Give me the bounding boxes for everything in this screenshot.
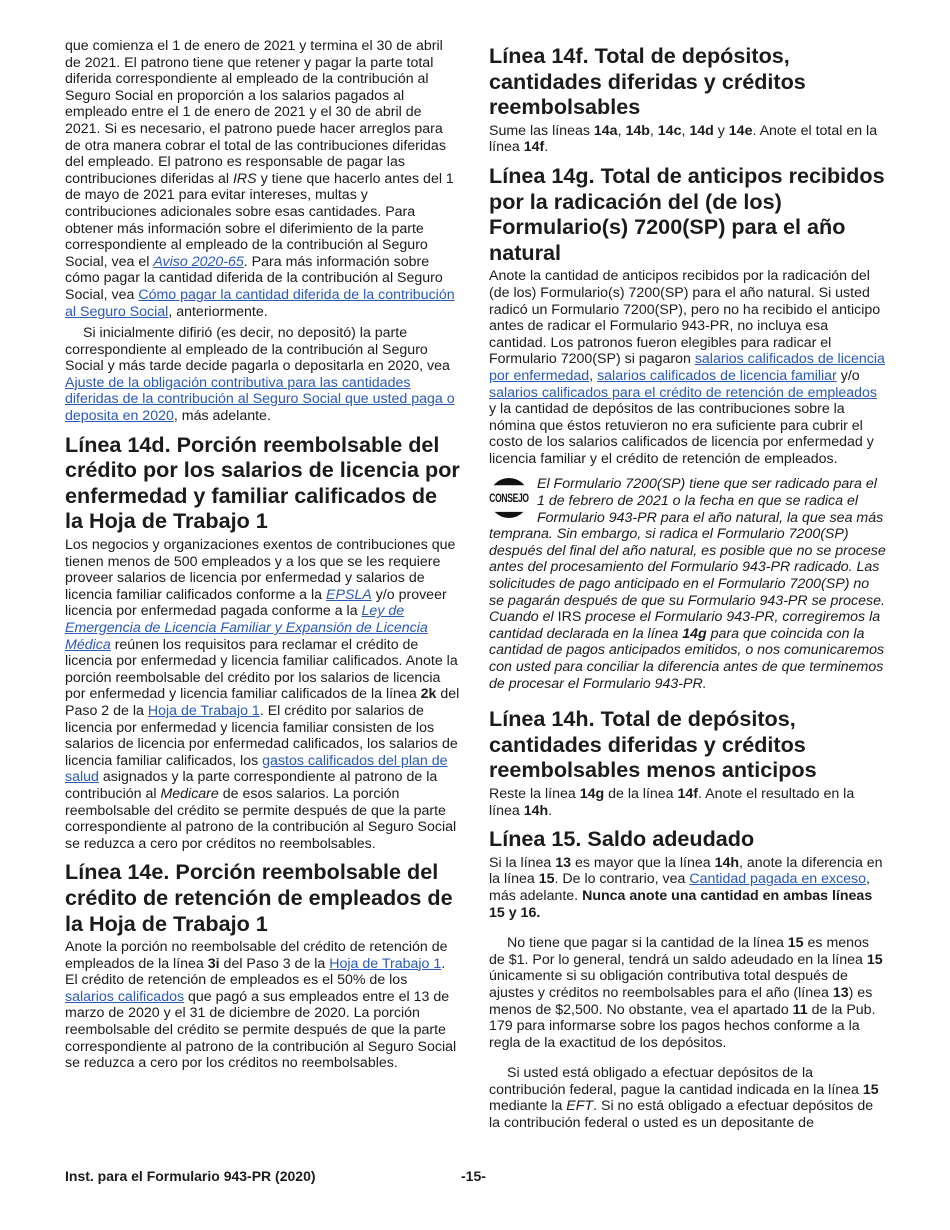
paragraph-line-14h: Reste la línea 14g de la línea 14f. Anote el resultado en la línea 14h. bbox=[489, 785, 855, 819]
right-column bbox=[489, 38, 886, 1132]
page-number: -15- bbox=[461, 1168, 486, 1184]
link-salarios-credito-retencion[interactable]: salarios calificados para el crédito de retención de empleados bbox=[489, 384, 878, 401]
link-hoja-de-trabajo-1[interactable]: Hoja de Trabajo 1 bbox=[147, 702, 260, 719]
heading-line-15: Línea 15. Saldo adeudado bbox=[489, 826, 755, 852]
link-como-pagar-cantidad-diferida[interactable]: Cómo pagar la cantidad diferida de la contribución al Seguro Social bbox=[65, 286, 455, 320]
link-salarios-licencia-enfermedad[interactable]: salarios calificados de licencia por enfermedad bbox=[489, 351, 885, 384]
link-salarios-calificados[interactable]: salarios calificados bbox=[65, 988, 185, 1005]
paragraph-line-15: Si la línea 13 es mayor que la línea 14h, anote la diferencia en la línea 15. De lo contrario, vea Cantidad pagada en exceso, más adelante. Nunca anote una cantidad en ambas líneas 15 y 16. bbox=[489, 854, 883, 921]
link-gastos-calificados-plan-salud[interactable]: gastos calificados del plan de salud bbox=[65, 752, 448, 786]
paragraph-deferral-intro: que comienza el 1 de enero de 2021 y termina el 30 de abril de 2021. El patrono tiene que retener y pagar la parte total diferida correspondiente al empleado de la contribución al Seguro Social en proporción a los salarios pagados al empleado entre el 1 de enero de 2021 y el 30 de abril de 2021. Si es necesario, el patrono puede hacer arreglos para de otra manera cobrar el total de las contribuciones diferidas del empleado. El patrono es responsable de pagar las contribuciones diferidas al IRS y tiene que hacerlo antes del 1 de mayo de 2021 para evitar intereses, multas y contribuciones adicionales sobre esas cantidades. Para obtener más información sobre el diferimiento de la parte correspondiente al empleado de la contribución al Seguro Social, vea el Aviso 2020-65. Para más información sobre cómo pagar la cantidad diferida de la contribución al Seguro Social, vea Cómo pagar la cantidad diferida de la contribución al Seguro Social, anteriormente. bbox=[65, 38, 455, 320]
tip-box: CONSEJO El Formulario 7200(SP) tiene que ser radicado para el 1 de febrero de 2021 o la fecha en que se radica el Formulario 943-PR para el año natural, la que sea más temprana. Sin embargo, si radica el Formulario 7200(SP) después del final del año natural, es posible que no se procese antes del procesamiento del Formulario 943-PR radicado. Las solicitudes de pago anticipado en el Formulario 7200(SP) no se pagarán después de que su Formulario 943-PR se procese. Cuando el IRS procese el Formulario 943-PR, corregiremos la cantidad declarada en la línea 14g para que coincida con la cantidad de pagos anticipados emitidos, o nos comunicaremos con usted para conciliar la diferencia antes de que terminemos de procesar el Formulario 943-PR. bbox=[489, 476, 886, 692]
left-column bbox=[65, 38, 460, 1072]
paragraph-deposit-eft: Si usted está obligado a efectuar depósitos de la contribución federal, pague la cantidad indicada en la línea 15 mediante la EFT. Si no está obligado a efectuar depósitos de la contribución federal o usted es un depositante de bbox=[489, 1065, 879, 1132]
link-hoja-de-trabajo-1[interactable]: Hoja de Trabajo 1 bbox=[329, 955, 442, 972]
paragraph-no-payment: No tiene que pagar si la cantidad de la línea 15 es menos de $1. Por lo general, tendrá un saldo adeudado en la línea 15 únicamente si su obligación contributiva total después de ajustes y créditos no reembolsables para el año (línea 13) es menos de $2,500. No obstante, vea el apartado 11 de la Pub. 179 para informarse sobre los pagos hechos conforme a la regla de la exactitud de los depósitos. bbox=[489, 935, 883, 1051]
link-salarios-licencia-familiar[interactable]: salarios calificados de licencia familiar bbox=[597, 367, 837, 384]
link-cantidad-pagada-en-exceso[interactable]: Cantidad pagada en exceso bbox=[689, 871, 867, 888]
link-aviso-2020-65[interactable]: Aviso 2020-65 bbox=[153, 253, 244, 270]
paragraph-line-14f: Sume las líneas 14a, 14b, 14c, 14d y 14e. Anote el total en la línea 14f. bbox=[489, 122, 878, 156]
link-epsla[interactable]: EPSLA bbox=[326, 586, 372, 603]
footer-form-title: Inst. para el Formulario 943-PR (2020) bbox=[65, 1168, 316, 1184]
paragraph-line-14g: Anote la cantidad de anticipos recibidos por la radicación del (de los) Formulario(s) 7200(SP) para el año natural. Si usted radicó un Formulario 7200(SP), pero no ha recibido el anticipo antes de radicar el Formulario 943-PR, no incluya esa cantidad. Los patronos fueron elegibles para radicar el Formulario 7200(SP) si pagaron salarios calificados de licencia por enfermedad, salarios calificados de licencia familiar y/o salarios calificados para el crédito de retención de empleados y la cantidad de depósitos de las contribuciones sobre la nómina que éstos retuvieron no era suficiente para cubrir el costo de los salarios calificados de licencia por enfermedad y licencia familiar y el crédito de retención de empleados. bbox=[489, 268, 885, 467]
link-ley-emergencia-licencia[interactable]: Ley de Emergencia de Licencia Familiar y Expansión de Licencia Médica bbox=[65, 603, 428, 653]
link-ajuste-obligacion-contributiva[interactable]: Ajuste de la obligación contributiva para las cantidades diferidas de la contribución al Seguro Social que usted paga o deposita en 2020 bbox=[65, 374, 455, 425]
heading-line-14h: Línea 14h. Total de depósitos, cantidades diferidas y créditos reembolsables menos anticipos bbox=[489, 706, 817, 783]
heading-line-14d: Línea 14d. Porción reembolsable del crédito por los salarios de licencia por enfermedad y familiar calificados de la Hoja de Trabajo 1 bbox=[65, 431, 460, 534]
consejo-tip-icon: CONSEJO bbox=[489, 478, 529, 518]
paragraph-line-14e: Anote la porción no reembolsable del crédito de retención de empleados de la línea 3i del Paso 3 de la Hoja de Trabajo 1. El crédito de retención de empleados es el 50% de los salarios calificados que pagó a sus empleados entre el 13 de marzo de 2020 y el 31 de diciembre de 2020. La porción reembolsable del crédito se permite después de que la parte correspondiente al patrono de la contribución al Seguro Social se reduzca a cero por los créditos no reembolsables. bbox=[65, 939, 457, 1072]
heading-line-14f: Línea 14f. Total de depósitos, cantidades diferidas y créditos reembolsables bbox=[489, 43, 806, 120]
heading-line-14g: Línea 14g. Total de anticipos recibidos por la radicación del (de los) Formulario(s) 7200(SP) para el año natural bbox=[489, 162, 885, 265]
heading-line-14e: Línea 14e. Porción reembolsable del crédito de retención de empleados de la Hoja de Trabajo 1 bbox=[65, 859, 453, 936]
paragraph-deferral-adjust: Si inicialmente difirió (es decir, no depositó) la parte correspondiente al empleado de la contribución al Seguro Social y más tarde decide pagarla o depositarla en 2020, vea Ajuste de la obligación contributiva para las cantidades diferidas de la contribución al Seguro Social que usted paga o deposita en 2020, más adelante. bbox=[65, 325, 455, 425]
paragraph-line-14d: Los negocios y organizaciones exentos de contribuciones que tienen menos de 500 empleados y a los que se les requiere proveer salarios de licencia por enfermedad y salarios de licencia familiar calificados conforme a la EPSLA y/o proveer licencia por enfermedad pagada conforme a la Ley de Emergencia de Licencia Familiar y Expansión de Licencia Médica reúnen los requisitos para reclamar el crédito de licencia por enfermedad y licencia familiar calificados. Anote la porción reembolsable del crédito por los salarios de licencia por enfermedad y licencia familiar calificados de la línea 2k del Paso 2 de la Hoja de Trabajo 1. El crédito por salarios de licencia por enfermedad y licencia familiar consisten de los salarios de licencia por enfermedad calificados, los salarios de licencia familiar calificados, los gastos calificados del plan de salud asignados y la parte correspondiente al patrono de la contribución al Medicare de esos salarios. La porción reembolsable del crédito se permite después de que la parte correspondiente al patrono de la contribución al Seguro Social se reduzca a cero por créditos no reembolsables. bbox=[65, 537, 460, 852]
